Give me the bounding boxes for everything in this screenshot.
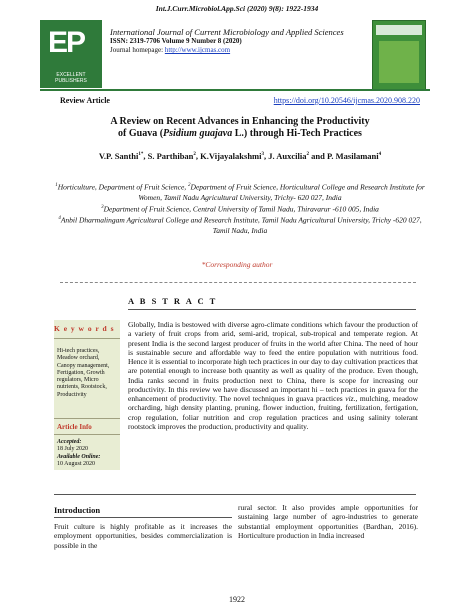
divider [54, 434, 120, 435]
divider [60, 282, 416, 283]
abstract-text: Globally, India is bestowed with diverse agro-climate conditions which favour the production of a variety of fruit crops from arid, semi-arid, tropical, sub-tropical and temperate region. At present India is the second largest producer of fruits in the world after China. The need of hour is sustainable secure and affordable way to feed the entire population with nutritious food. Hence it is essential to incorporate high tech practices in our day to day cultivation practices that are potential enough to increase both quantity as well as quality of the produce. Even though, India ranks second in fruits production next to China, there is scope for increasing our productivity. In this review we have discussed an important hi – tech practices in guava for the enhancement of productivity. The novel techniques in guava practices viz., mulching, meadow orcharding, high density planting, pruning, flower induction, fruiting, fertilization, fertigation, crop regulation, foliar nutrition and crop regulation practices and using salinity tolerant rootstock improves the production, productivity and quality. [128, 320, 418, 431]
divider [54, 338, 120, 339]
accepted-label: Accepted: [57, 439, 82, 445]
keywords-heading: K e y w o r d s [54, 324, 115, 333]
title-line-2: of Guava (Psidium guajava L.) through Hi-Tech Practices [118, 128, 362, 139]
page-number: 1922 [229, 595, 245, 604]
available-date: 10 August 2020 [57, 460, 96, 467]
introduction-rule [54, 517, 232, 518]
abstract-rule [128, 309, 416, 310]
abstract-heading: A B S T R A C T [128, 296, 218, 306]
journal-name: International Journal of Current Microbiology and Applied Sciences [110, 27, 344, 37]
affiliations [50, 181, 430, 236]
homepage-link[interactable]: http://www.ijcmas.com [164, 46, 231, 54]
corresponding-author: *Corresponding author [201, 260, 273, 269]
journal-citation: Int.J.Curr.Microbiol.App.Sci (2020) 9(8): 1922-1934 [155, 4, 319, 13]
author: P. Masilamani [326, 151, 379, 161]
ep-logo-mark: EP [48, 26, 85, 59]
doi-link[interactable]: https://doi.org/10.20546/ijcmas.2020.908.220 [273, 96, 420, 105]
body-column-2: rural sector. It also provides ample opportunities for sustaining large number of agro-industries to generate substantial employment opportunities (Bardhan, 2016). Horticulture production in India increased [238, 503, 418, 540]
author: J. Auxcilia [268, 151, 307, 161]
journal-cover-image [372, 20, 426, 90]
publisher-logo-text: EXCELLENT PUBLISHERS [55, 72, 87, 84]
author: K.Vijayalakshmi [200, 151, 262, 161]
header-rule [40, 89, 430, 91]
body-column-1: Fruit culture is highly profitable as it increases the employment opportunities, besides commercialization is possible in the [54, 522, 232, 550]
article-title [60, 116, 420, 140]
author: S. Parthiban [147, 151, 194, 161]
abstract-end-rule [54, 494, 416, 495]
journal-info [110, 28, 368, 55]
article-type: Review Article [60, 96, 110, 105]
available-label: Available Online: [57, 453, 101, 460]
affiliation-3: $^3$Department of Fruit Science, Central University of Tamil Nadu, Thiravarur -610 005, India [101, 204, 379, 213]
divider [54, 418, 120, 419]
article-info-heading: Article Info [57, 423, 92, 431]
issn-line: ISSN: 2319-7706 Volume 9 Number 8 (2020) [110, 37, 242, 45]
author-list: V.P. Santhi$^{1*}$, S. Parthiban$^2$, K.Vijayalakshmi$^3$, J. Auxcilia$^2$ and P. Masilamani$^4$ [98, 151, 382, 161]
homepage-line [110, 46, 368, 55]
title-line-1: A Review on Recent Advances in Enhancing the Productivity [110, 116, 370, 127]
introduction-heading: Introduction [54, 505, 101, 515]
homepage-label: Journal homepage: [110, 46, 165, 54]
publisher-logo [40, 20, 102, 88]
affiliation-1-2: $^1$Horticulture, Department of Fruit Science, $^2$Department of Fruit Science, Horticultural College and Research Institute for Women, Tamil Nadu Agricultural University, Trichy- 620 027, India [55, 182, 425, 202]
keywords-list: Hi-tech practices, Meadow orchard, Canopy management, Fertigation, Growth regulators, Micro nutrients, Rootstock, Productivity [57, 348, 110, 398]
accepted-date: 18 July 2020 [57, 446, 89, 453]
affiliation-4: $^4$Anbil Dharmalingam Agricultural College and Research Institute, Tamil Nadu Agricultural University, Trichy -620 027, Tamil Nadu, India [58, 215, 422, 235]
article-info [57, 439, 119, 468]
author: V.P. Santhi [98, 151, 139, 161]
